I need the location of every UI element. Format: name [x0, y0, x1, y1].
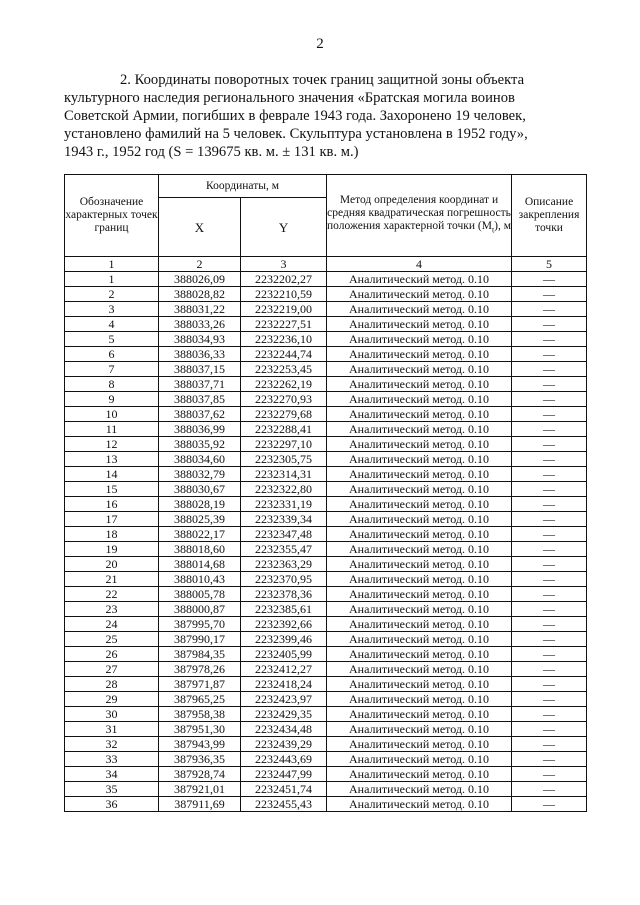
x-cell: 388036,99 [159, 422, 241, 437]
method-cell: Аналитический метод. 0.10 [327, 587, 512, 602]
y-cell: 2232331,19 [241, 497, 327, 512]
method-cell: Аналитический метод. 0.10 [327, 542, 512, 557]
method-cell: Аналитический метод. 0.10 [327, 602, 512, 617]
fixing-cell: — [512, 587, 587, 602]
method-cell: Аналитический метод. 0.10 [327, 692, 512, 707]
table-row [65, 572, 587, 587]
x-cell: 388018,60 [159, 542, 241, 557]
y-cell: 2232455,43 [241, 797, 327, 812]
point-number-cell: 19 [65, 542, 159, 557]
point-number-cell: 34 [65, 767, 159, 782]
point-number-cell: 33 [65, 752, 159, 767]
point-number-cell: 32 [65, 737, 159, 752]
fixing-cell: — [512, 797, 587, 812]
x-cell: 387984,35 [159, 647, 241, 662]
y-cell: 2232347,48 [241, 527, 327, 542]
fixing-cell: — [512, 557, 587, 572]
method-cell: Аналитический метод. 0.10 [327, 662, 512, 677]
y-cell: 2232363,29 [241, 557, 327, 572]
table-row [65, 677, 587, 692]
column-number: 2 [159, 257, 241, 272]
method-cell: Аналитический метод. 0.10 [327, 467, 512, 482]
x-cell: 388037,15 [159, 362, 241, 377]
x-cell: 388033,26 [159, 317, 241, 332]
fixing-cell: — [512, 677, 587, 692]
coordinates-table [64, 174, 587, 812]
y-cell: 2232253,45 [241, 362, 327, 377]
y-cell: 2232262,19 [241, 377, 327, 392]
table-row [65, 302, 587, 317]
fixing-cell: — [512, 392, 587, 407]
x-cell: 388030,67 [159, 482, 241, 497]
y-cell: 2232451,74 [241, 782, 327, 797]
x-cell: 388026,09 [159, 272, 241, 287]
y-cell: 2232219,00 [241, 302, 327, 317]
method-cell: Аналитический метод. 0.10 [327, 317, 512, 332]
method-cell: Аналитический метод. 0.10 [327, 512, 512, 527]
fixing-cell: — [512, 572, 587, 587]
header-method-text: Метод определения координат и средняя квадратическая погрешность положения характерной точки $(M_t)$, м [327, 194, 512, 235]
table-row [65, 662, 587, 677]
y-cell: 2232399,46 [241, 632, 327, 647]
method-cell: Аналитический метод. 0.10 [327, 332, 512, 347]
fixing-cell: — [512, 662, 587, 677]
point-number-cell: 14 [65, 467, 159, 482]
method-cell: Аналитический метод. 0.10 [327, 737, 512, 752]
method-cell: Аналитический метод. 0.10 [327, 797, 512, 812]
point-number-cell: 21 [65, 572, 159, 587]
x-cell: 387928,74 [159, 767, 241, 782]
fixing-cell: — [512, 512, 587, 527]
table-row [65, 422, 587, 437]
column-number: 5 [512, 257, 587, 272]
y-cell: 2232314,31 [241, 467, 327, 482]
fixing-cell: — [512, 302, 587, 317]
x-cell: 388032,79 [159, 467, 241, 482]
fixing-cell: — [512, 332, 587, 347]
header-fixing: Описание закрепления точки [512, 175, 587, 257]
point-number-cell: 26 [65, 647, 159, 662]
method-cell: Аналитический метод. 0.10 [327, 557, 512, 572]
y-cell: 2232423,97 [241, 692, 327, 707]
table-row [65, 527, 587, 542]
fixing-cell: — [512, 482, 587, 497]
point-number-cell: 22 [65, 587, 159, 602]
y-cell: 2232279,68 [241, 407, 327, 422]
table-row [65, 332, 587, 347]
method-cell: Аналитический метод. 0.10 [327, 392, 512, 407]
table-row [65, 767, 587, 782]
fixing-cell: — [512, 632, 587, 647]
point-number-cell: 6 [65, 347, 159, 362]
page-number: 2 [316, 36, 324, 52]
y-cell: 2232370,95 [241, 572, 327, 587]
method-cell: Аналитический метод. 0.10 [327, 272, 512, 287]
method-cell: Аналитический метод. 0.10 [327, 632, 512, 647]
point-number-cell: 24 [65, 617, 159, 632]
table-row [65, 647, 587, 662]
column-number: 1 [65, 257, 159, 272]
fixing-cell: — [512, 527, 587, 542]
x-cell: 388034,93 [159, 332, 241, 347]
header-coords: Координаты, м [159, 175, 327, 198]
intro-paragraph [64, 71, 584, 161]
y-cell: 2232202,27 [241, 272, 327, 287]
table-body [65, 272, 587, 812]
table-row [65, 722, 587, 737]
method-cell: Аналитический метод. 0.10 [327, 767, 512, 782]
x-cell: 388036,33 [159, 347, 241, 362]
table-row [65, 437, 587, 452]
x-cell: 388031,22 [159, 302, 241, 317]
method-cell: Аналитический метод. 0.10 [327, 407, 512, 422]
fixing-cell: — [512, 692, 587, 707]
fixing-cell: — [512, 407, 587, 422]
method-cell: Аналитический метод. 0.10 [327, 437, 512, 452]
point-number-cell: 23 [65, 602, 159, 617]
fixing-cell: — [512, 362, 587, 377]
y-cell: 2232355,47 [241, 542, 327, 557]
intro-line: установлено фамилий на 5 человек. Скульптура установлена в 1952 году», [64, 126, 528, 142]
point-number-cell: 11 [65, 422, 159, 437]
point-number-cell: 25 [65, 632, 159, 647]
table-row [65, 692, 587, 707]
table-row [65, 287, 587, 302]
y-cell: 2232210,59 [241, 287, 327, 302]
table-row [65, 362, 587, 377]
point-number-cell: 27 [65, 662, 159, 677]
x-cell: 388028,19 [159, 497, 241, 512]
method-cell: Аналитический метод. 0.10 [327, 782, 512, 797]
point-number-cell: 30 [65, 707, 159, 722]
point-number-cell: 3 [65, 302, 159, 317]
x-cell: 387965,25 [159, 692, 241, 707]
x-cell: 388010,43 [159, 572, 241, 587]
method-cell: Аналитический метод. 0.10 [327, 452, 512, 467]
y-cell: 2232405,99 [241, 647, 327, 662]
table-row [65, 407, 587, 422]
point-number-cell: 2 [65, 287, 159, 302]
y-cell: 2232429,35 [241, 707, 327, 722]
point-number-cell: 16 [65, 497, 159, 512]
method-cell: Аналитический метод. 0.10 [327, 422, 512, 437]
y-cell: 2232322,80 [241, 482, 327, 497]
table-row [65, 347, 587, 362]
table-row [65, 452, 587, 467]
method-cell: Аналитический метод. 0.10 [327, 722, 512, 737]
x-cell: 388037,71 [159, 377, 241, 392]
fixing-cell: — [512, 617, 587, 632]
x-cell: 388014,68 [159, 557, 241, 572]
intro-line: 2. Координаты поворотных точек границ защитной зоны объекта [120, 72, 525, 88]
y-cell: 2232447,99 [241, 767, 327, 782]
method-cell: Аналитический метод. 0.10 [327, 347, 512, 362]
table-row [65, 482, 587, 497]
y-cell: 2232244,74 [241, 347, 327, 362]
fixing-cell: — [512, 452, 587, 467]
x-cell: 387990,17 [159, 632, 241, 647]
table-row [65, 377, 587, 392]
x-cell: 387978,26 [159, 662, 241, 677]
fixing-cell: — [512, 707, 587, 722]
point-number-cell: 15 [65, 482, 159, 497]
x-cell: 388034,60 [159, 452, 241, 467]
x-cell: 387995,70 [159, 617, 241, 632]
method-cell: Аналитический метод. 0.10 [327, 572, 512, 587]
point-number-cell: 5 [65, 332, 159, 347]
x-cell: 387958,38 [159, 707, 241, 722]
point-number-cell: 20 [65, 557, 159, 572]
y-cell: 2232418,24 [241, 677, 327, 692]
point-number-cell: 18 [65, 527, 159, 542]
method-cell: Аналитический метод. 0.10 [327, 677, 512, 692]
x-cell: 388005,78 [159, 587, 241, 602]
y-cell: 2232385,61 [241, 602, 327, 617]
y-cell: 2232412,27 [241, 662, 327, 677]
table-row [65, 317, 587, 332]
fixing-cell: — [512, 467, 587, 482]
method-cell: Аналитический метод. 0.10 [327, 377, 512, 392]
fixing-cell: — [512, 317, 587, 332]
column-number-row [65, 257, 587, 272]
x-cell: 387951,30 [159, 722, 241, 737]
y-cell: 2232297,10 [241, 437, 327, 452]
x-cell: 388022,17 [159, 527, 241, 542]
method-cell: Аналитический метод. 0.10 [327, 362, 512, 377]
fixing-cell: — [512, 752, 587, 767]
point-number-cell: 17 [65, 512, 159, 527]
table-row [65, 632, 587, 647]
fixing-cell: — [512, 782, 587, 797]
fixing-cell: — [512, 437, 587, 452]
fixing-cell: — [512, 287, 587, 302]
column-number: 4 [327, 257, 512, 272]
fixing-cell: — [512, 377, 587, 392]
method-cell: Аналитический метод. 0.10 [327, 752, 512, 767]
table-row [65, 797, 587, 812]
table-row [65, 617, 587, 632]
table-row [65, 707, 587, 722]
point-number-cell: 10 [65, 407, 159, 422]
x-cell: 388028,82 [159, 287, 241, 302]
header-y: Y [241, 198, 327, 257]
method-cell: Аналитический метод. 0.10 [327, 482, 512, 497]
table-row [65, 587, 587, 602]
intro-line: Советской Армии, погибших в феврале 1943 года. Захоронено 19 человек, [64, 108, 526, 124]
table-row [65, 782, 587, 797]
y-cell: 2232270,93 [241, 392, 327, 407]
column-number: 3 [241, 257, 327, 272]
fixing-cell: — [512, 647, 587, 662]
table-row [65, 557, 587, 572]
method-cell: Аналитический метод. 0.10 [327, 707, 512, 722]
x-cell: 387921,01 [159, 782, 241, 797]
point-number-cell: 9 [65, 392, 159, 407]
table-row [65, 392, 587, 407]
fixing-cell: — [512, 542, 587, 557]
x-cell: 387971,87 [159, 677, 241, 692]
point-number-cell: 12 [65, 437, 159, 452]
method-cell: Аналитический метод. 0.10 [327, 497, 512, 512]
header-method [327, 175, 512, 257]
x-cell: 387911,69 [159, 797, 241, 812]
point-number-cell: 13 [65, 452, 159, 467]
fixing-cell: — [512, 422, 587, 437]
intro-line: 1943 г., 1952 год (S = 139675 кв. м. ± 131 кв. м.) [64, 144, 359, 160]
method-cell: Аналитический метод. 0.10 [327, 287, 512, 302]
table-row [65, 752, 587, 767]
header-x: X [159, 198, 241, 257]
method-cell: Аналитический метод. 0.10 [327, 527, 512, 542]
table-row [65, 542, 587, 557]
point-number-cell: 7 [65, 362, 159, 377]
point-number-cell: 36 [65, 797, 159, 812]
header-point: Обозначение характерных точек границ [65, 175, 159, 257]
y-cell: 2232439,29 [241, 737, 327, 752]
fixing-cell: — [512, 497, 587, 512]
point-number-cell: 29 [65, 692, 159, 707]
intro-line: культурного наследия регионального значения «Братская могила воинов [64, 90, 515, 106]
y-cell: 2232434,48 [241, 722, 327, 737]
x-cell: 388035,92 [159, 437, 241, 452]
table-row [65, 467, 587, 482]
x-cell: 388037,85 [159, 392, 241, 407]
x-cell: 388037,62 [159, 407, 241, 422]
fixing-cell: — [512, 767, 587, 782]
table-row [65, 737, 587, 752]
y-cell: 2232236,10 [241, 332, 327, 347]
point-number-cell: 31 [65, 722, 159, 737]
point-number-cell: 4 [65, 317, 159, 332]
x-cell: 388000,87 [159, 602, 241, 617]
table-row [65, 272, 587, 287]
y-cell: 2232288,41 [241, 422, 327, 437]
fixing-cell: — [512, 347, 587, 362]
point-number-cell: 8 [65, 377, 159, 392]
point-number-cell: 35 [65, 782, 159, 797]
method-cell: Аналитический метод. 0.10 [327, 617, 512, 632]
y-cell: 2232305,75 [241, 452, 327, 467]
x-cell: 387936,35 [159, 752, 241, 767]
table-row [65, 512, 587, 527]
fixing-cell: — [512, 272, 587, 287]
method-cell: Аналитический метод. 0.10 [327, 302, 512, 317]
x-cell: 387943,99 [159, 737, 241, 752]
y-cell: 2232378,36 [241, 587, 327, 602]
x-cell: 388025,39 [159, 512, 241, 527]
table-row [65, 602, 587, 617]
table-row [65, 497, 587, 512]
y-cell: 2232443,69 [241, 752, 327, 767]
fixing-cell: — [512, 722, 587, 737]
point-number-cell: 28 [65, 677, 159, 692]
y-cell: 2232392,66 [241, 617, 327, 632]
method-cell: Аналитический метод. 0.10 [327, 647, 512, 662]
y-cell: 2232227,51 [241, 317, 327, 332]
fixing-cell: — [512, 602, 587, 617]
fixing-cell: — [512, 737, 587, 752]
point-number-cell: 1 [65, 272, 159, 287]
y-cell: 2232339,34 [241, 512, 327, 527]
